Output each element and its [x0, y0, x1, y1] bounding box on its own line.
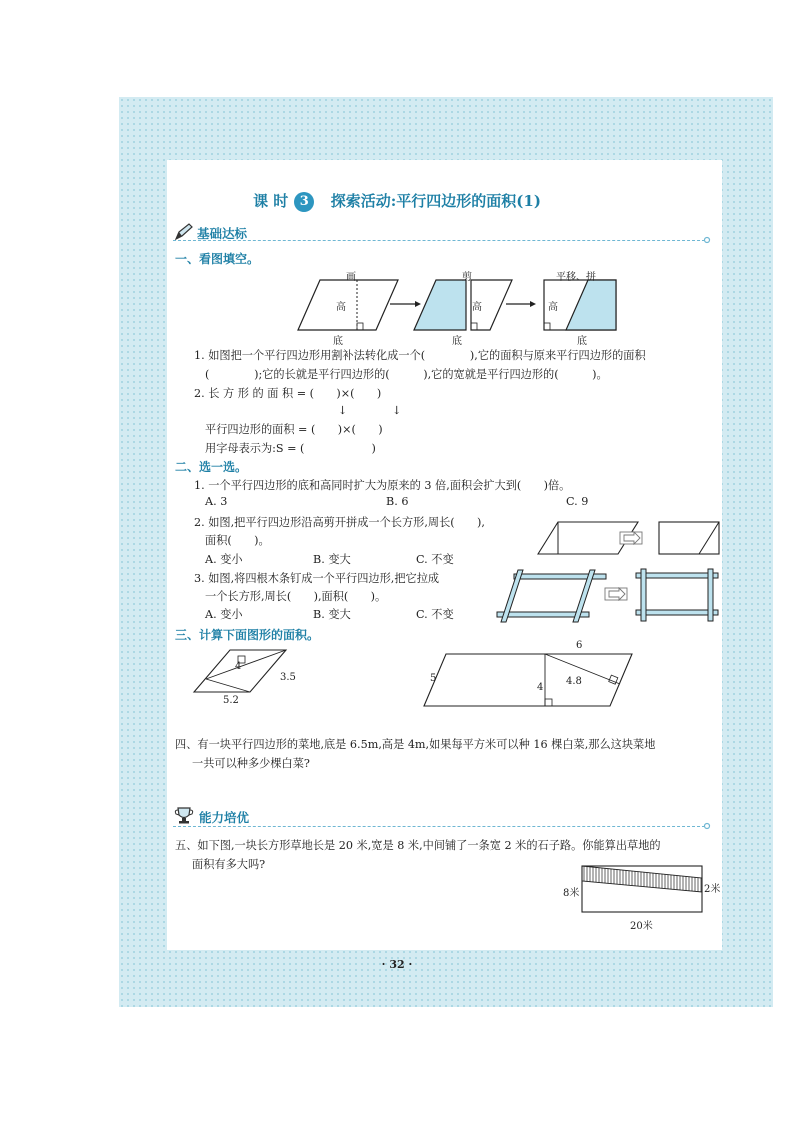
lesson-title: 探索活动:平行四边形的面积(1): [330, 192, 541, 210]
label-base-3: 底: [577, 336, 587, 347]
s1-q2-arrows: ↓ ↓: [338, 404, 402, 417]
divider: [173, 240, 705, 241]
parallelogram-figure-2: [420, 650, 640, 710]
label-move: 平移、拼: [556, 272, 596, 283]
divider-end-dot: [703, 236, 711, 244]
lawn-road-figure: [580, 862, 704, 914]
section-1-title: 一、看图填空。: [175, 252, 260, 266]
lawn-length-label: 20米: [630, 921, 653, 932]
label-height-2: 高: [472, 302, 482, 313]
section-band-basic: 基础达标: [197, 226, 248, 241]
s2-q3-line1: 3. 如图,将四根木条钉成一个平行四边形,把它拉成: [194, 572, 440, 585]
s1-q2-line2: 平行四边形的面积 = ( )×( ): [205, 423, 383, 436]
s1-q2-line3: 用字母表示为:S = ( ): [205, 442, 376, 455]
s2-q2-line2: 面积( )。: [205, 534, 270, 547]
fig1-base-label: 5.2: [223, 695, 239, 706]
s2-q1-option-c: C. 9: [566, 495, 589, 508]
fig1-side-label: 3.5: [280, 672, 296, 683]
s1-q1-line1: 1. 如图把一个平行四边形用割补法转化成一个( ),它的面积与原来平行四边形的面积: [194, 349, 646, 362]
label-cut: 剪: [462, 272, 472, 283]
fig2-height2-label: 4.8: [566, 676, 582, 687]
s2-q2-line1: 2. 如图,把平行四边形沿高剪开拼成一个长方形,周长( ),: [194, 516, 485, 529]
trophy-icon: [173, 805, 197, 825]
lawn-width-label: 8米: [563, 888, 580, 899]
s2-q3-option-a: A. 变小: [205, 608, 243, 621]
s2-q1-option-a: A. 3: [205, 495, 228, 508]
fig2-left-label: 5: [430, 673, 437, 684]
divider: [173, 826, 705, 827]
section-3-title: 三、计算下面图形的面积。: [175, 628, 320, 642]
section-band-advanced: 能力培优: [199, 810, 250, 825]
lesson-label: 课 时: [253, 192, 289, 210]
s5-line2: 面积有多大吗?: [192, 858, 266, 871]
fig2-height-label: 4: [537, 682, 544, 693]
fig2-top-label: 6: [576, 640, 583, 651]
s1-q2-line1: 2. 长 方 形 的 面 积 = ( )×( ): [194, 387, 382, 400]
label-height-1: 高: [336, 302, 346, 313]
s2-q1: 1. 一个平行四边形的底和高同时扩大为原来的 3 倍,面积会扩大到( )倍。: [194, 479, 571, 492]
s2-q2-option-c: C. 不变: [416, 553, 454, 566]
s2-q3-option-b: B. 变大: [313, 608, 351, 621]
fig1-height-label: 4: [235, 661, 242, 672]
label-draw: 画: [346, 272, 356, 283]
s4-line1: 四、有一块平行四边形的菜地,底是 6.5m,高是 4m,如果每平方米可以种 16 棵白菜,那么这块菜地: [175, 738, 656, 751]
label-base-1: 底: [333, 336, 343, 347]
s4-line2: 一共可以种多少棵白菜?: [192, 757, 310, 770]
lesson-number-badge: 3: [294, 192, 314, 212]
page-number: · 32 ·: [381, 958, 413, 971]
label-height-3: 高: [548, 302, 558, 313]
s1-q1-line2: ( );它的长就是平行四边形的( ),它的宽就是平行四边形的( )。: [205, 368, 608, 381]
s2-q3-option-c: C. 不变: [416, 608, 454, 621]
road-width-label: 2米: [704, 884, 721, 895]
parallelogram-figure-1: [190, 644, 290, 700]
label-base-2: 底: [452, 336, 462, 347]
page-title: [0, 190, 794, 212]
s2-q1-option-b: B. 6: [386, 495, 409, 508]
s2-q2-option-a: A. 变小: [205, 553, 243, 566]
s5-line1: 五、如下图,一块长方形草地长是 20 米,宽是 8 米,中间铺了一条宽 2 米的石子路。你能算出草地的: [175, 839, 661, 852]
section-2-title: 二、选一选。: [175, 460, 248, 474]
s2-q3-line2: 一个长方形,周长( ),面积( )。: [205, 590, 387, 603]
divider-end-dot: [703, 822, 711, 830]
pencil-icon: [173, 222, 195, 242]
wooden-frame-figure: [494, 568, 724, 624]
s2-q2-option-b: B. 变大: [313, 553, 351, 566]
cut-parallelogram-figure: [536, 518, 726, 558]
